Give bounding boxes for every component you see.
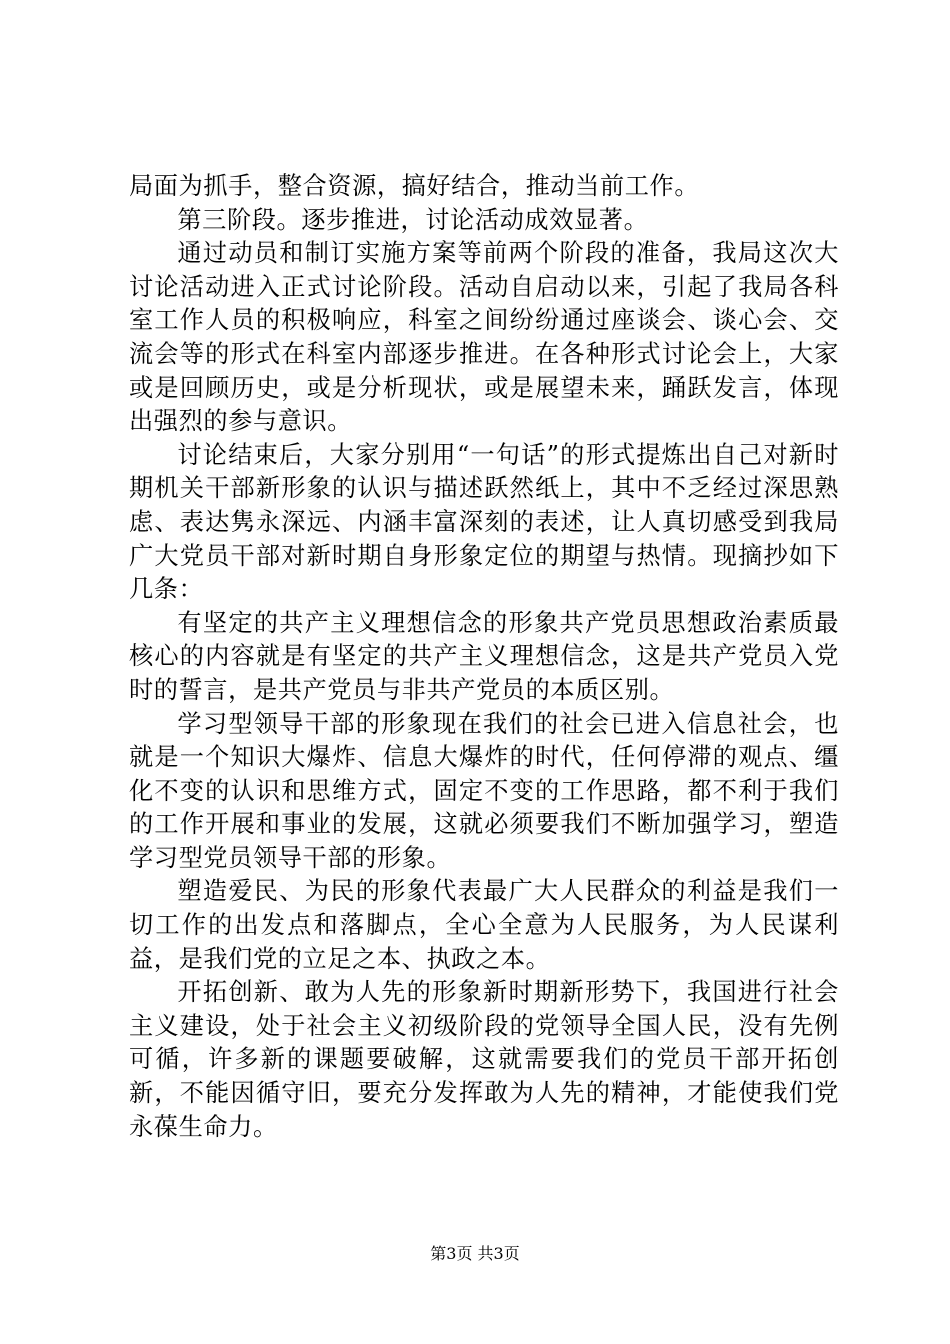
paragraph-innovation: 开拓创新、敢为人先的形象新时期新形势下，我国进行社会主义建设，处于社会主义初级阶段的党领导全国人民，没有先例可循，许多新的课题要破解，这就需要我们的党员干部开拓创新，不能因循守旧，要充分发挥敢为人先的精神，才能使我们党永葆生命力。 <box>129 978 839 1141</box>
paragraph-learning-cadre: 学习型领导干部的形象现在我们的社会已进入信息社会，也就是一个知识大爆炸、信息大爆炸的时代，任何停滞的观点、缰化不变的认识和思维方式，固定不变的工作思路，都不利于我们的工作开展和事业的发展，这就必须要我们不断加强学习，塑造学习型党员领导干部的形象。 <box>129 709 839 872</box>
paragraph-discussion-stage: 通过动员和制订实施方案等前两个阶段的准备，我局这次大讨论活动进入正式讨论阶段。活动自启动以来，引起了我局各科室工作人员的积极响应，科室之间纷纷通过座谈会、谈心会、交流会等的形式在科室内部逐步推进。在各种形式讨论会上，大家或是回顾历史，或是分析现状，或是展望未来，踊跃发言，体现出强烈的参与意识。 <box>129 239 839 436</box>
paragraph-continuation: 局面为抓手，整合资源，搞好结合，推动当前工作。 <box>129 172 700 200</box>
paragraph-ideal-belief: 有坚定的共产主义理想信念的形象共产党员思想政治素质最核心的内容就是有坚定的共产主义理想信念，这是共产党员入党时的誓言，是共产党员与非共产党员的本质区别。 <box>129 608 839 704</box>
paragraph-discussion-summary: 讨论结束后，大家分别用“一句话”的形式提炼出自己对新时期机关干部新形象的认识与描述跃然纸上，其中不乏经过深思熟虑、表达隽永深远、内涵丰富深刻的表述，让人真切感受到我局广大党员干部对新时期自身形象定位的期望与热情。现摘抄如下几条： <box>129 440 839 604</box>
paragraph-serve-people: 塑造爱民、为民的形象代表最广大人民群众的利益是我们一切工作的出发点和落脚点，全心全意为人民服务，为人民谋利益，是我们党的立足之本、执政之本。 <box>129 877 839 973</box>
paragraph-stage-three-heading: 第三阶段。逐步推进，讨论活动成效显著。 <box>177 205 649 234</box>
page-number-footer: 第3页 共3页 <box>430 1244 520 1263</box>
body-text <box>129 170 839 1144</box>
